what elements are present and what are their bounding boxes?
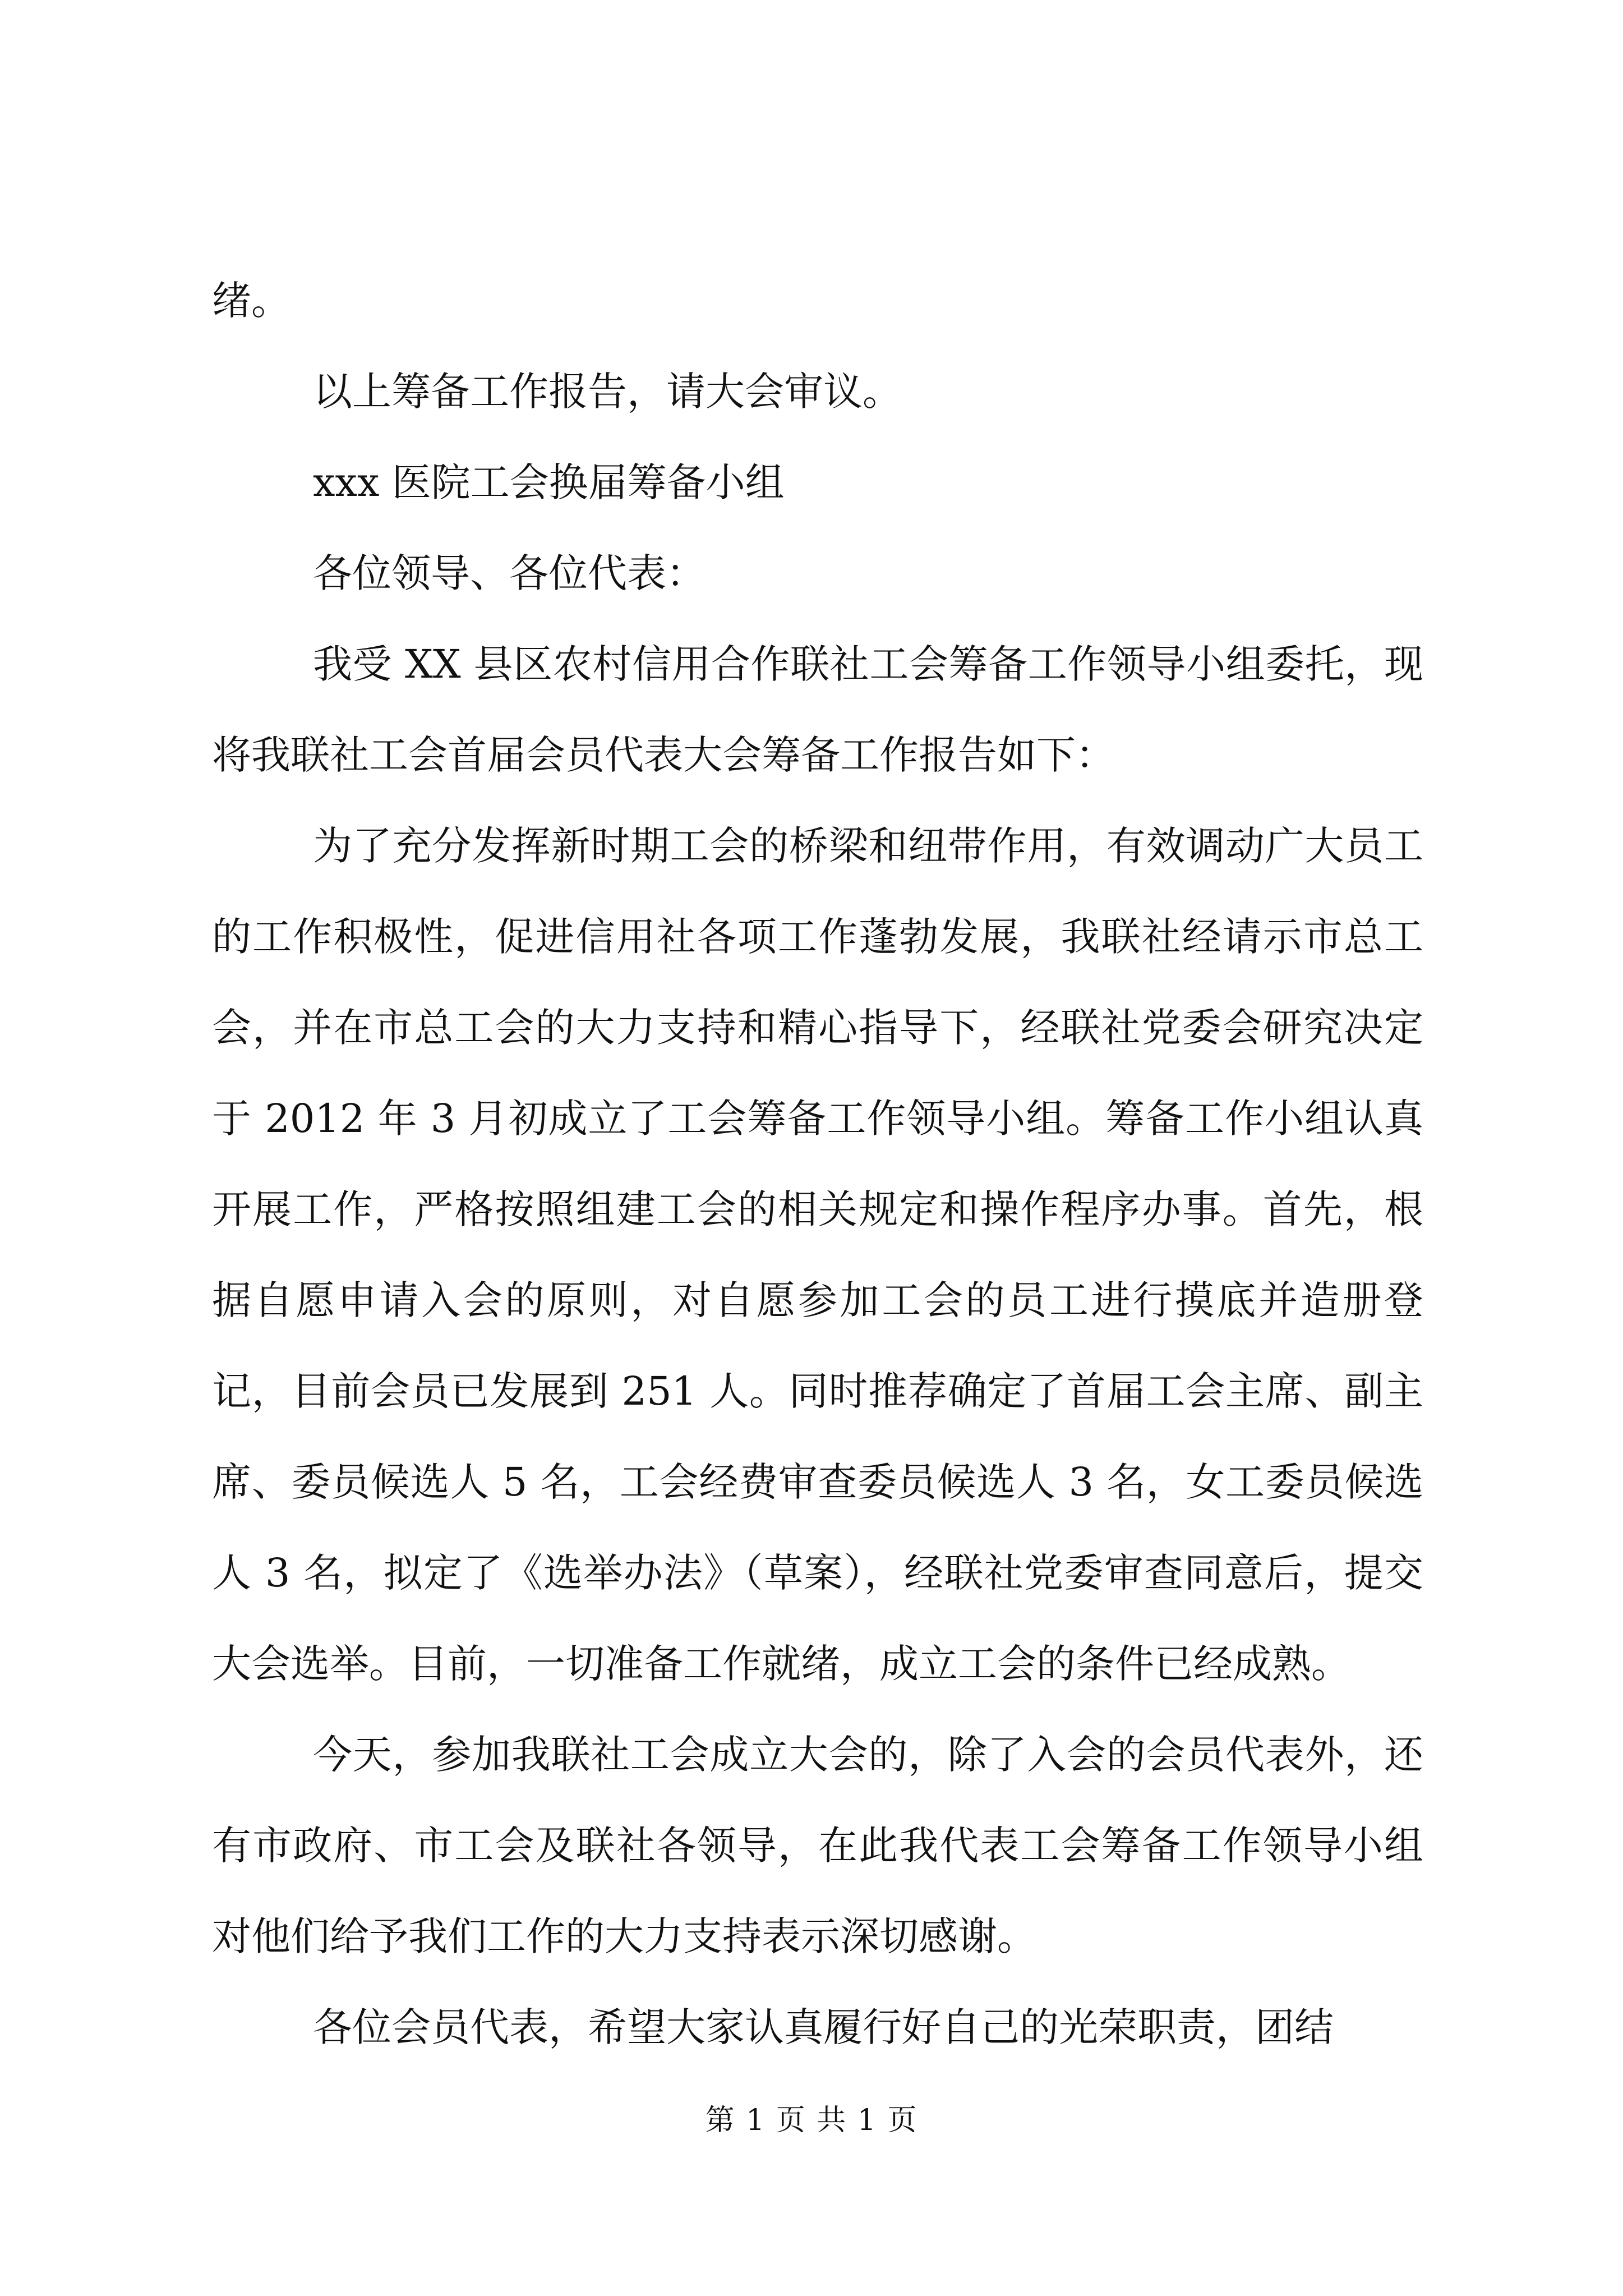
document-body: [212, 255, 1423, 2073]
paragraph-entrusted: 我受 XX 县区农村信用合作联社工会筹备工作领导小组委托，现将我联社工会首届会员代表大会筹备工作报告如下：: [212, 641, 1423, 778]
paragraph-signature: xxx 医院工会换届筹备小组: [313, 459, 785, 505]
paragraph-preparation-details: 为了充分发挥新时期工会的桥梁和纽带作用，有效调动广大员工的工作积极性，促进信用社各项工作蓬勃发展，我联社经请示市总工会，并在市总工会的大力支持和精心指导下，经联社党委会研究决定于 2012 年 3 月初成立了工会筹备工作领导小组。筹备工作小组认真开展工作，严格按照组建工会的相关规定和操作程序办事。首先，根据自愿申请入会的原则，对自愿参加工会的员工进行摸底并造册登记，目前会员已发展到 251 人。同时推荐确定了首届工会主席、副主席、委员候选人 5 名，工会经费审查委员候选人 3 名，女工委员候选人 3 名，拟定了《选举办法》（草案），经联社党委审查同意后，提交大会选举。目前，一切准备工作就绪，成立工会的条件已经成熟。: [212, 823, 1423, 1687]
paragraph-salutation: 各位领导、各位代表：: [313, 550, 706, 596]
paragraph-thanks: 今天，参加我联社工会成立大会的，除了入会的会员代表外，还有市政府、市工会及联社各领导，在此我代表工会筹备工作领导小组对他们给予我们工作的大力支持表示深切感谢。: [212, 1732, 1423, 1959]
paragraph-closing-request: 以上筹备工作报告，请大会审议。: [313, 369, 902, 415]
paragraph-call-to-representatives: 各位会员代表，希望大家认真履行好自己的光荣职责，团结: [313, 2004, 1334, 2050]
paragraph-continuation: 绪。: [212, 278, 291, 324]
page-footer: 第 1 页 共 1 页: [705, 2104, 918, 2137]
